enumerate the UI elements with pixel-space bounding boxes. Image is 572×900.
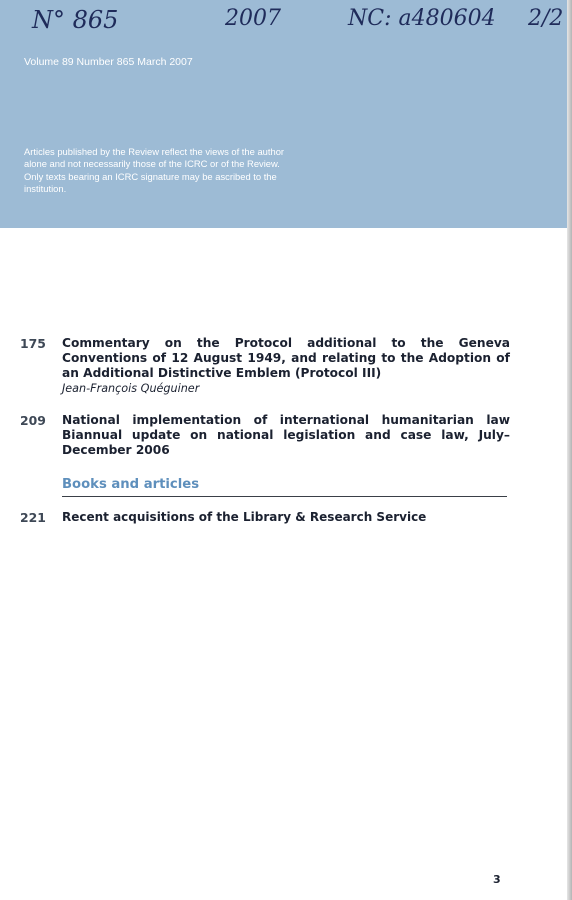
toc-title[interactable]: Recent acquisitions of the Library & Research Service bbox=[62, 510, 427, 524]
scan-edge bbox=[567, 0, 572, 900]
handwritten-note-part: 2/2 bbox=[528, 6, 564, 31]
handwritten-note-catalog: NC: a480604 bbox=[348, 6, 496, 31]
toc-page-number: 221 bbox=[20, 510, 46, 525]
toc-entry[interactable] bbox=[20, 413, 510, 459]
toc-entry[interactable] bbox=[20, 510, 510, 525]
page-number: 3 bbox=[493, 873, 501, 886]
toc-page-number: 175 bbox=[20, 336, 46, 351]
toc-title[interactable]: Commentary on the Protocol additional to the Geneva Conventions of 12 August 1949, and relating to the Adoption of an Additional Distinctive Emblem (Protocol III) bbox=[62, 336, 510, 381]
handwritten-note-year: 2007 bbox=[225, 6, 281, 31]
disclaimer-text: Articles published by the Review reflect the views of the author alone and not necessarily those of the ICRC or of the Review. Only texts bearing an ICRC signature may be ascribed to the institution. bbox=[24, 146, 285, 195]
section-divider bbox=[62, 496, 507, 497]
section-heading: Books and articles bbox=[62, 477, 200, 492]
volume-line: Volume 89 Number 865 March 2007 bbox=[24, 56, 193, 68]
toc-page-number: 209 bbox=[20, 413, 46, 428]
toc-title[interactable]: National implementation of international humanitarian law Biannual update on national legislation and case law, July–December 2006 bbox=[62, 413, 510, 458]
toc-author: Jean-François Quéguiner bbox=[62, 381, 200, 395]
toc-entry[interactable] bbox=[20, 336, 510, 396]
handwritten-note-number: N° 865 bbox=[32, 6, 119, 34]
